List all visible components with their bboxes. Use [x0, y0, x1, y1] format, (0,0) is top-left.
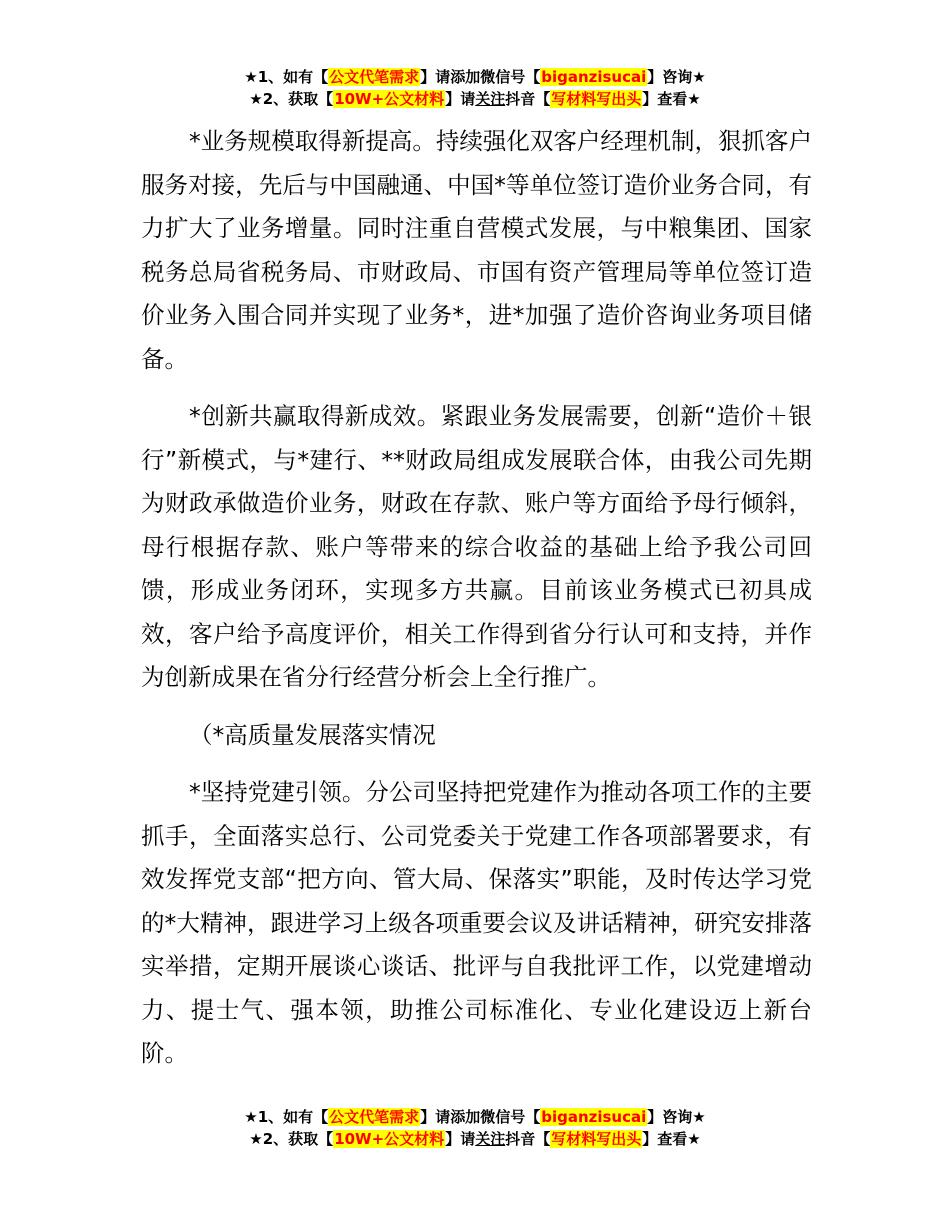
- banner-line-2: [0, 1128, 950, 1150]
- highlight-douyin-name: 写材料写出头: [551, 1130, 642, 1148]
- highlight-service: 公文代笔需求: [329, 68, 420, 86]
- banner-text: 】咨询★: [647, 1108, 706, 1126]
- underlined-follow: 关注: [475, 90, 506, 108]
- bottom-banner: [0, 1106, 950, 1150]
- banner-line-2: [0, 88, 950, 110]
- banner-text: 】请添加微信号【: [420, 68, 541, 86]
- banner-text: 】查看★: [642, 1130, 701, 1148]
- highlight-materials: 10W+公文材料: [334, 90, 445, 108]
- banner-text: 】咨询★: [647, 68, 706, 86]
- paragraph-business-scale: *业务规模取得新提高。持续强化双客户经理机制，狠抓客户服务对接，先后与中国融通、中国*等单位签订造价业务合同，有力扩大了业务增量。同时注重自营模式发展，与中粮集团、国家税务总局省税务局、市财政局、市国有资产管理局等单位签订造价业务入围合同并实现了业务*，进*加强了造价咨询业务项目储备。: [141, 127, 812, 373]
- banner-text: 抖音【: [505, 90, 551, 108]
- banner-text: 】请: [445, 1130, 476, 1148]
- banner-text: 】请添加微信号【: [420, 1108, 541, 1126]
- highlight-wechat-id: biganzisucai: [541, 1108, 647, 1126]
- banner-text: 】查看★: [642, 90, 701, 108]
- banner-text: ★1、如有【: [244, 68, 329, 86]
- highlight-douyin-name: 写材料写出头: [551, 90, 642, 108]
- banner-text: 抖音【: [505, 1130, 551, 1148]
- banner-line-1: [0, 66, 950, 88]
- highlight-materials: 10W+公文材料: [334, 1130, 445, 1148]
- highlight-wechat-id: biganzisucai: [541, 68, 647, 86]
- section-heading: （*高质量发展落实情况: [189, 720, 436, 749]
- paragraph-innovation: *创新共赢取得新成效。紧跟业务发展需要，创新“造价＋银行”新模式，与*建行、**财政局组成发展联合体，由我公司先期为财政承做造价业务，财政在存款、账户等方面给予母行倾斜，母行根据存款、账户等带来的综合收益的基础上给予我公司回馈，形成业务闭环，实现多方共赢。目前该业务模式已初具成效，客户给予高度评价，相关工作得到省分行认可和支持，并作为创新成果在省分行经营分析会上全行推广。: [141, 402, 812, 691]
- highlight-service: 公文代笔需求: [329, 1108, 420, 1126]
- underlined-follow: 关注: [475, 1130, 506, 1148]
- banner-text: ★2、获取【: [249, 1130, 334, 1148]
- document-body: [141, 120, 812, 1090]
- banner-text: ★2、获取【: [249, 90, 334, 108]
- banner-line-1: [0, 1106, 950, 1128]
- top-banner: [0, 66, 950, 110]
- banner-text: ★1、如有【: [244, 1108, 329, 1126]
- paragraph-party-building: *坚持党建引领。分公司坚持把党建作为推动各项工作的主要抓手，全面落实总行、公司党委关于党建工作各项部署要求，有效发挥党支部“把方向、管大局、保落实”职能，及时传达学习党的*大精神，跟进学习上级各项重要会议及讲话精神，研究安排落实举措，定期开展谈心谈话、批评与自我批评工作，以党建增动力、提士气、强本领，助推公司标准化、专业化建设迈上新台阶。: [141, 778, 812, 1067]
- banner-text: 】请: [445, 90, 476, 108]
